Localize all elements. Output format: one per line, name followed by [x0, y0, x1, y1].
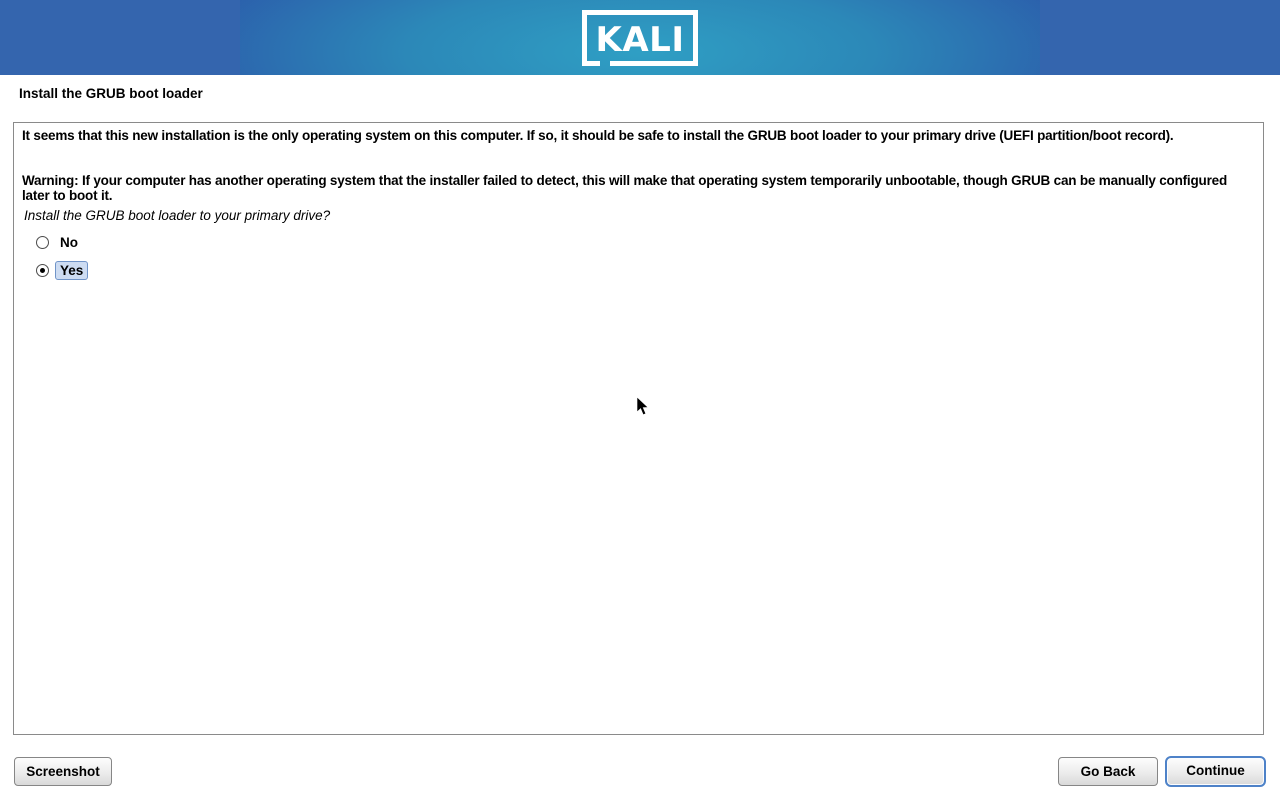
radio-option-no-label[interactable]: No [60, 234, 78, 250]
go-back-button[interactable]: Go Back [1058, 757, 1158, 786]
radio-option-yes-label[interactable]: Yes [55, 261, 88, 280]
radio-option-no[interactable] [36, 233, 83, 251]
radio-button-icon[interactable] [36, 236, 49, 249]
banner [0, 0, 1280, 75]
dialog-question: Install the GRUB boot loader to your primary drive? [24, 208, 331, 223]
dialog-paragraph-1: It seems that this new installation is the only operating system on this computer. If so, it should be safe to install the GRUB boot loader to your primary drive (UEFI partition/boot record). [22, 128, 1174, 143]
radio-button-icon[interactable] [36, 264, 49, 277]
dialog-paragraph-2: Warning: If your computer has another operating system that the installer failed to detect, this will make that operating system temporarily unbootable, though GRUB can be manually configured later to boot it. [22, 173, 1227, 203]
page-title: Install the GRUB boot loader [19, 86, 203, 101]
dialog-box [13, 122, 1264, 735]
kali-logo-text: KALI [595, 20, 685, 60]
continue-button[interactable]: Continue [1165, 756, 1266, 787]
radio-option-yes[interactable] [36, 261, 88, 279]
screenshot-button[interactable]: Screenshot [14, 757, 112, 786]
kali-logo-icon [580, 8, 700, 68]
